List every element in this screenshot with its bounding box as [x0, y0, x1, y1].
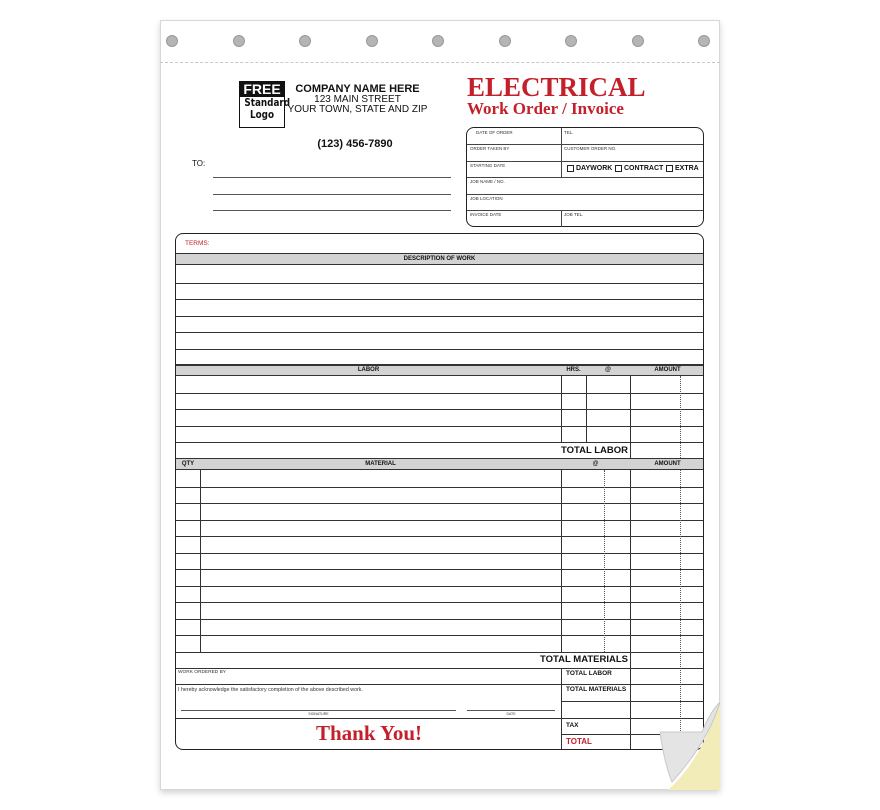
divider	[586, 376, 587, 442]
extra-checkbox[interactable]	[666, 165, 699, 172]
material-row[interactable]	[176, 652, 703, 653]
description-row[interactable]	[176, 349, 703, 350]
material-row[interactable]	[176, 635, 703, 636]
daywork-label: DAYWORK	[576, 165, 613, 172]
divider	[200, 470, 201, 652]
job-tel-field[interactable]: JOB TEL.	[564, 212, 584, 217]
to-line-3[interactable]	[213, 210, 451, 211]
footer-divider	[176, 684, 703, 685]
divider	[630, 668, 631, 750]
amount-col-header: AMOUNT	[654, 367, 681, 373]
title-main: ELECTRICAL	[467, 72, 646, 102]
divider	[467, 161, 703, 162]
material-row[interactable]	[176, 619, 703, 620]
material-row[interactable]	[176, 487, 703, 488]
divider	[467, 144, 703, 145]
labor-row[interactable]	[176, 393, 703, 394]
footer-divider	[176, 668, 703, 669]
labor-row[interactable]	[176, 442, 703, 443]
order-info-box	[466, 127, 704, 227]
signature-line[interactable]	[181, 710, 456, 711]
summary-total: TOTAL	[566, 737, 592, 746]
description-row[interactable]	[176, 332, 703, 333]
material-header	[176, 458, 703, 470]
qty-col-header: QTY	[181, 461, 195, 467]
signature-label: SIGNATURE	[308, 712, 329, 716]
checkbox-icon	[666, 165, 673, 172]
acknowledgement-text: I hereby acknowledge the satisfactory completion of the above described work.	[178, 687, 363, 693]
company-street: 123 MAIN STREET	[314, 94, 401, 105]
divider	[561, 668, 562, 750]
binding-hole	[565, 35, 577, 47]
amount-col-header: AMOUNT	[654, 461, 681, 467]
work-ordered-by-field[interactable]: WORK ORDERED BY	[178, 670, 226, 675]
summary-tax: TAX	[566, 722, 579, 729]
logo-logo: Logo	[250, 108, 274, 121]
divider	[467, 194, 703, 195]
job-location-field[interactable]: JOB LOCATION	[470, 196, 503, 201]
binding-hole	[698, 35, 710, 47]
binding-hole	[499, 35, 511, 47]
company-phone: (123) 456-7890	[317, 138, 393, 150]
binding-hole	[299, 35, 311, 47]
divider	[561, 210, 562, 227]
date-label: DATE	[506, 712, 516, 716]
total-materials-label: TOTAL MATERIALS	[540, 654, 628, 665]
work-order-table	[175, 233, 704, 750]
description-row[interactable]	[176, 365, 703, 366]
description-row[interactable]	[176, 283, 703, 284]
to-line-2[interactable]	[213, 194, 451, 195]
binding-hole	[366, 35, 378, 47]
terms-label: TERMS:	[185, 240, 210, 247]
checkbox-icon	[567, 165, 574, 172]
tel-field[interactable]: TEL.	[564, 130, 574, 135]
logo-standard: Standard	[244, 96, 291, 109]
summary-total-materials: TOTAL MATERIALS	[566, 686, 627, 693]
total-labor-label: TOTAL LABOR	[560, 445, 628, 456]
invoice-date-field[interactable]: INVOICE DATE	[470, 212, 502, 217]
date-of-order-field[interactable]: DATE OF ORDER	[476, 130, 513, 135]
logo-free: FREE	[240, 82, 284, 97]
material-row[interactable]	[176, 520, 703, 521]
divider	[561, 470, 562, 652]
material-row[interactable]	[176, 602, 703, 603]
divider	[630, 470, 631, 668]
material-row[interactable]	[176, 553, 703, 554]
form-title	[467, 74, 646, 117]
to-line-1[interactable]	[213, 177, 451, 178]
divider	[561, 128, 562, 177]
checkbox-icon	[615, 165, 622, 172]
rate-col-header: @	[605, 367, 611, 373]
date-line[interactable]	[467, 710, 555, 711]
description-row[interactable]	[176, 299, 703, 300]
divider	[467, 177, 703, 178]
material-row[interactable]	[176, 569, 703, 570]
rate-col-header: @	[592, 461, 599, 467]
binding-hole	[233, 35, 245, 47]
thank-you-text: Thank You!	[316, 721, 423, 745]
to-label: TO:	[192, 159, 206, 168]
footer-divider	[176, 718, 703, 719]
summary-total-labor: TOTAL LABOR	[566, 670, 612, 677]
customer-order-no-field[interactable]: CUSTOMER ORDER NO.	[564, 146, 617, 151]
company-info	[285, 84, 430, 115]
cents-divider	[680, 376, 681, 458]
company-name: COMPANY NAME HERE	[295, 83, 420, 95]
material-row[interactable]	[176, 503, 703, 504]
labor-row[interactable]	[176, 426, 703, 427]
hrs-col-header: HRS.	[566, 367, 581, 373]
cents-divider	[604, 470, 605, 652]
binding-hole	[432, 35, 444, 47]
order-taken-by-field[interactable]: ORDER TAKEN BY	[470, 146, 510, 151]
title-sub: Work Order / Invoice	[467, 99, 624, 118]
description-header-label: DESCRIPTION OF WORK	[403, 256, 476, 262]
company-city: YOUR TOWN, STATE AND ZIP	[287, 104, 428, 115]
labor-col-header: LABOR	[357, 367, 380, 373]
divider	[467, 210, 703, 211]
binding-hole	[166, 35, 178, 47]
perforation-line	[160, 62, 720, 63]
binding-hole	[632, 35, 644, 47]
labor-row[interactable]	[176, 409, 703, 410]
extra-label: EXTRA	[675, 165, 699, 172]
daywork-checkbox[interactable]	[567, 165, 612, 172]
contract-checkbox[interactable]	[615, 165, 663, 172]
contract-label: CONTRACT	[624, 165, 664, 172]
divider	[630, 376, 631, 458]
logo-placeholder	[239, 81, 291, 128]
material-row[interactable]	[176, 586, 703, 587]
material-row[interactable]	[176, 536, 703, 537]
divider	[561, 376, 562, 442]
starting-date-field[interactable]: STARTING DATE	[470, 163, 506, 168]
description-header	[176, 253, 703, 265]
carbonless-copy-page-curl	[660, 702, 720, 790]
job-name-field[interactable]: JOB NAME / NO.	[470, 179, 505, 184]
material-col-header: MATERIAL	[365, 461, 396, 467]
description-row[interactable]	[176, 316, 703, 317]
